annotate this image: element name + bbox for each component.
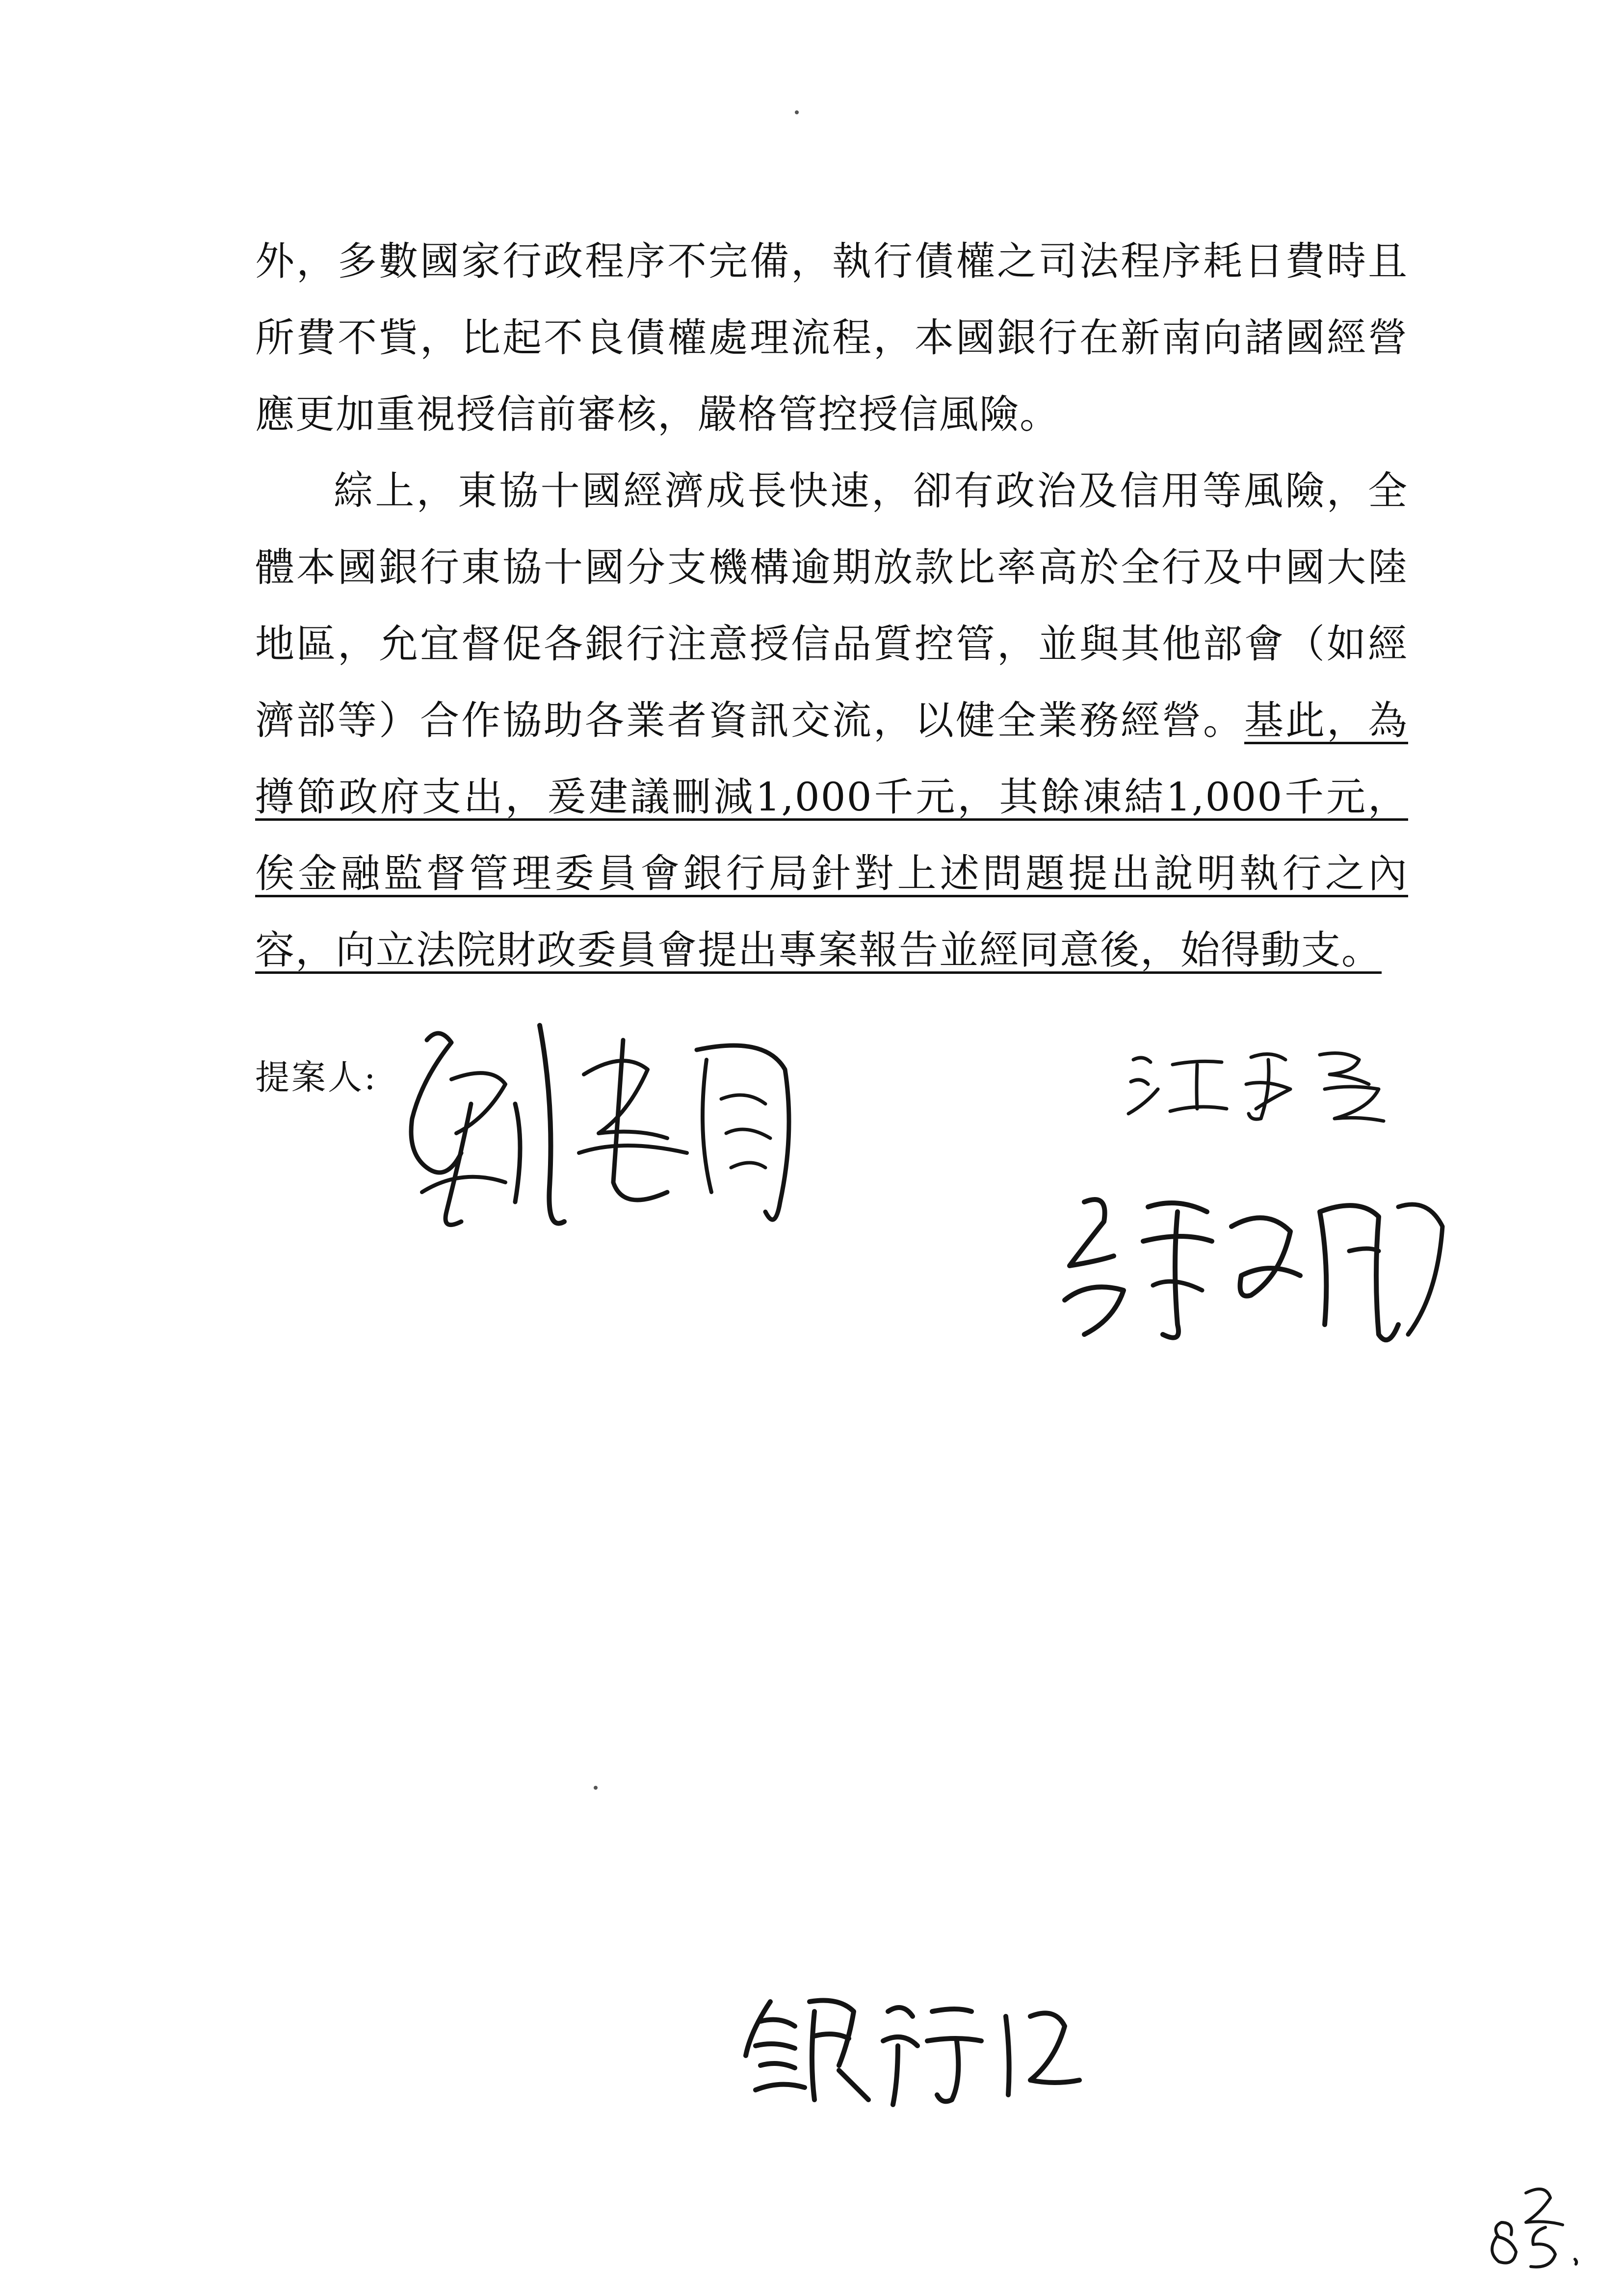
- scan-speck: [594, 1786, 598, 1790]
- paragraph-1: 外，多數國家行政程序不完備，執行債權之司法程序耗日費時且所費不貲，比起不良債權處理流程，本國銀行在新南向諸國經營應更加重視授信前審核，嚴格管控授信風險。: [255, 238, 1408, 437]
- cosigner-signature-1: [1124, 1035, 1398, 1133]
- page-mark: [1477, 2178, 1595, 2276]
- cosigner-signature-2: [1055, 1177, 1447, 1354]
- paragraph-2-resolution: 基此，為撙節政府支出，爰建議刪減1,000千元，其餘凍結1,000千元，俟金融監督管理委員會銀行局針對上述問題提出說明執行之內容，向立法院財政委員會提出專案報告並經同意後，始得動支。: [255, 698, 1408, 973]
- proposer-label: 提案人:: [255, 1057, 378, 1097]
- paragraph-2-main: 綜上，東協十國經濟成長快速，卻有政治及信用等風險，全體本國銀行東協十國分支機構逾期放款比率高於全行及中國大陸地區，允宜督促各銀行注意授信品質控管，並與其他部會（如經濟部等）合作協助各業者資訊交流，以健全業務經營。: [255, 468, 1408, 743]
- proposer-signature: [393, 1006, 834, 1261]
- paragraph-2: [255, 453, 1408, 989]
- scan-speck: [795, 110, 799, 114]
- handwritten-stamp: [741, 1982, 1094, 2110]
- body-text: [255, 223, 1408, 989]
